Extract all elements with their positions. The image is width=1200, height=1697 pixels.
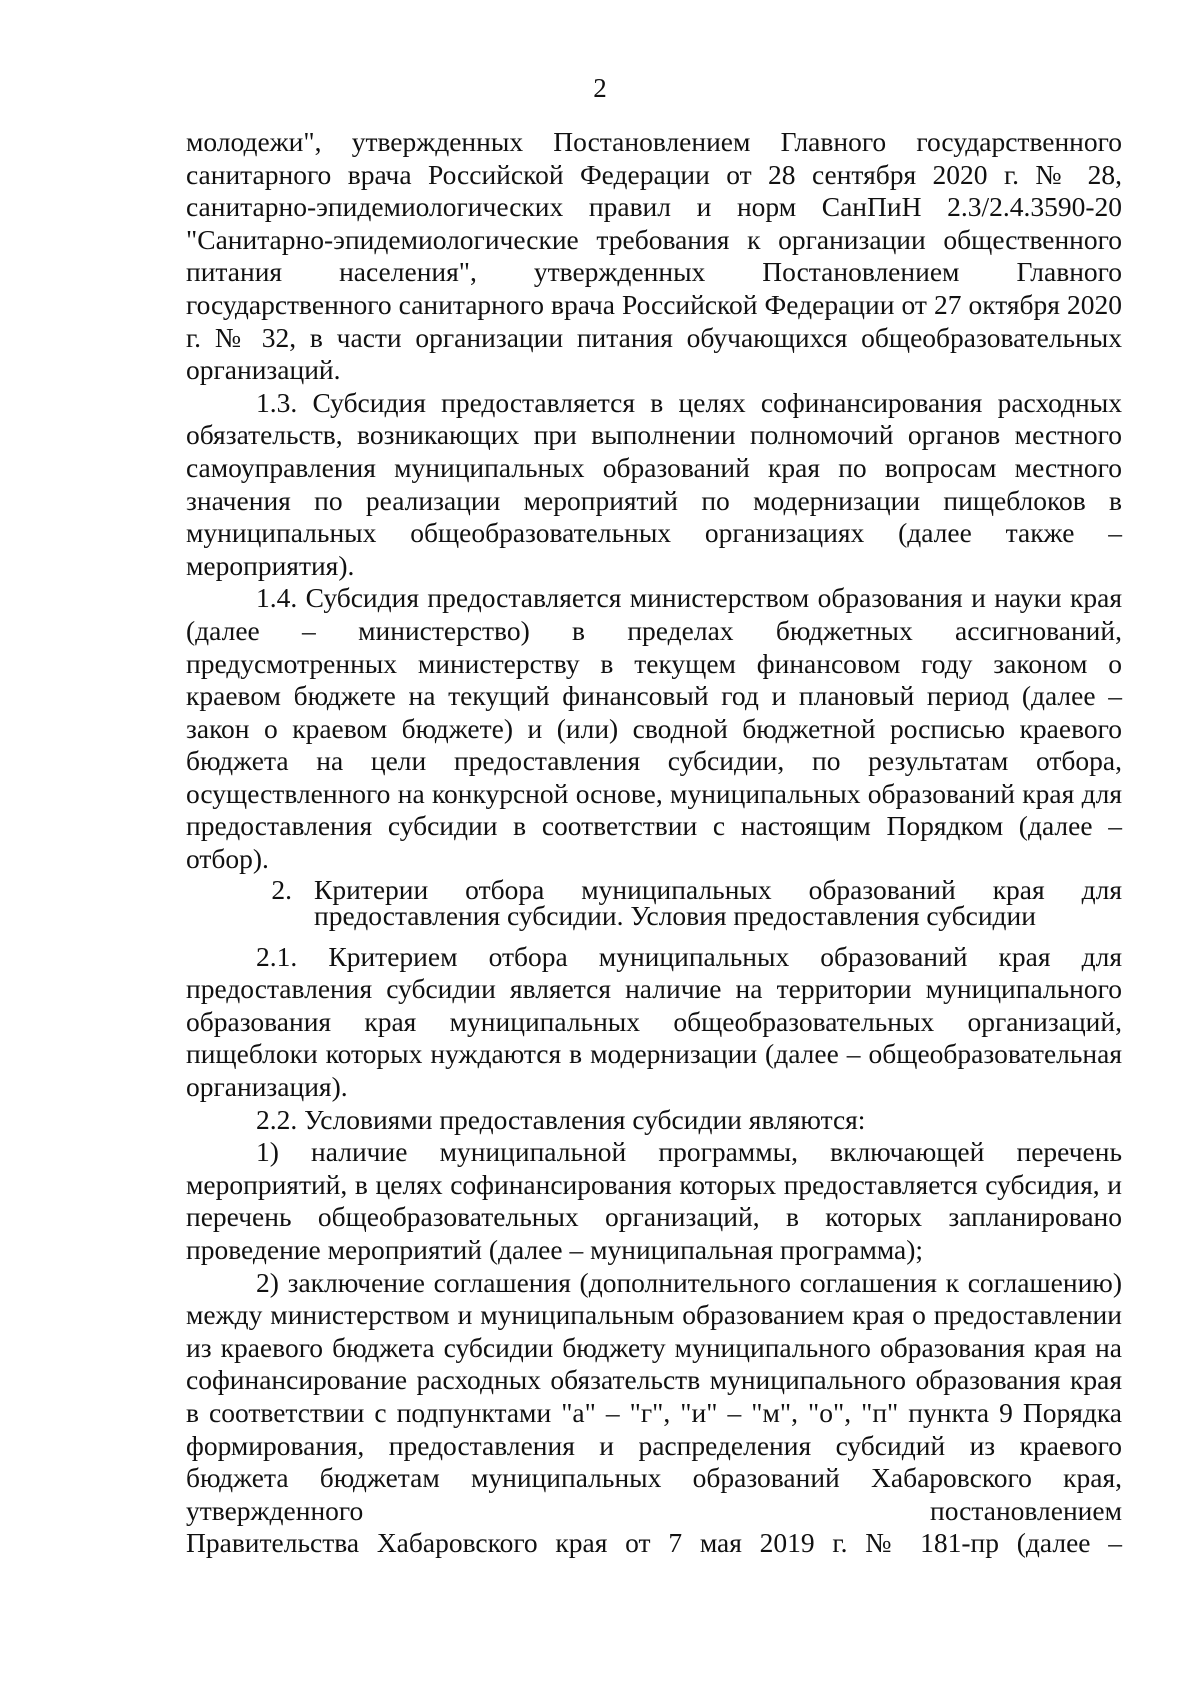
- paragraph-continuation: молодежи", утвержденных Постановлением Главного государственного санитарного врача Российской Федерации от 28 сентября 2020 г. № 28, санитарно-эпидемиологических правил и норм СанПиН 2.3/2.4.3590-20 "Санитарно-эпидемиологические требования к организации общественного питания населения", утвержденных Постановлением Главного государственного санитарного врача Российской Федерации от 27 октября 2020 г. № 32, в части организации питания обучающихся общеобразовательных организаций.: [186, 126, 1122, 386]
- section-2-heading: [186, 873, 1122, 931]
- paragraph-2-2: 2.2. Условиями предоставления субсидии являются:: [256, 1103, 866, 1135]
- paragraph-1-4: 1.4. Субсидия предоставляется министерством образования и науки края (далее – министерство) в пределах бюджетных ассигнований, предусмотренных министерству в текущем финансовом году законом о краевом бюджете на текущий финансовый год и плановый период (далее – закон о краевом бюджете) и (или) сводной бюджетной росписью краевого бюджета на цели предоставления субсидии, по результатам отбора, осуществленного на конкурсной основе, муниципальных образований края для предоставления субсидии в соответствии с настоящим Порядком (далее – отбор).: [186, 582, 1122, 875]
- paragraph-2-1: 2.1. Критерием отбора муниципальных образований края для предоставления субсидии является наличие на территории муниципального образования края муниципальных общеобразовательных организаций, пищеблоки которых нуждаются в модернизации (далее – общеобразовательная организация).: [186, 940, 1122, 1103]
- paragraph-1-3: 1.3. Субсидия предоставляется в целях софинансирования расходных обязательств, возникающих при выполнении полномочий органов местного самоуправления муниципальных образований края по вопросам местного значения по реализации мероприятий по модернизации пищеблоков в муниципальных общеобразовательных организациях (далее также – мероприятия).: [186, 386, 1122, 581]
- paragraph-2-2-item-1: 1) наличие муниципальной программы, включающей перечень мероприятий, в целях софинансирования которых предоставляется субсидия, и перечень общеобразовательных организаций, в которых запланировано проведение мероприятий (далее – муниципальная программа);: [186, 1136, 1122, 1265]
- section-2-title-line-2: предоставления субсидии. Условия предоставления субсидии: [314, 899, 1036, 931]
- paragraph-2-2-item-2-last-line: Правительства Хабаровского края от 7 мая 2019 г. № 181-пр (далее –: [186, 1527, 1122, 1559]
- section-2-title: [314, 873, 1122, 931]
- paragraph-2-2-item-2: 2) заключение соглашения (дополнительного соглашения к соглашению) между министерством и муниципальным образованием края о предоставлении из краевого бюджета субсидии бюджету муниципального образования края на софинансирование расходных обязательств муниципального образования края в соответствии с подпунктами "а" – "г", "и" – "м", "о", "п" пункта 9 Порядка формирования, предоставления и распределения субсидий из краевого бюджета бюджетам муниципальных образований Хабаровского края, утвержденного постановлением: [186, 1266, 1122, 1526]
- section-2-number: 2.: [271, 873, 292, 905]
- page-number: 2: [593, 73, 607, 103]
- document-body: [186, 126, 1122, 1560]
- section-2-title-line-1: Критерии отбора муниципальных образований края для: [314, 873, 1122, 905]
